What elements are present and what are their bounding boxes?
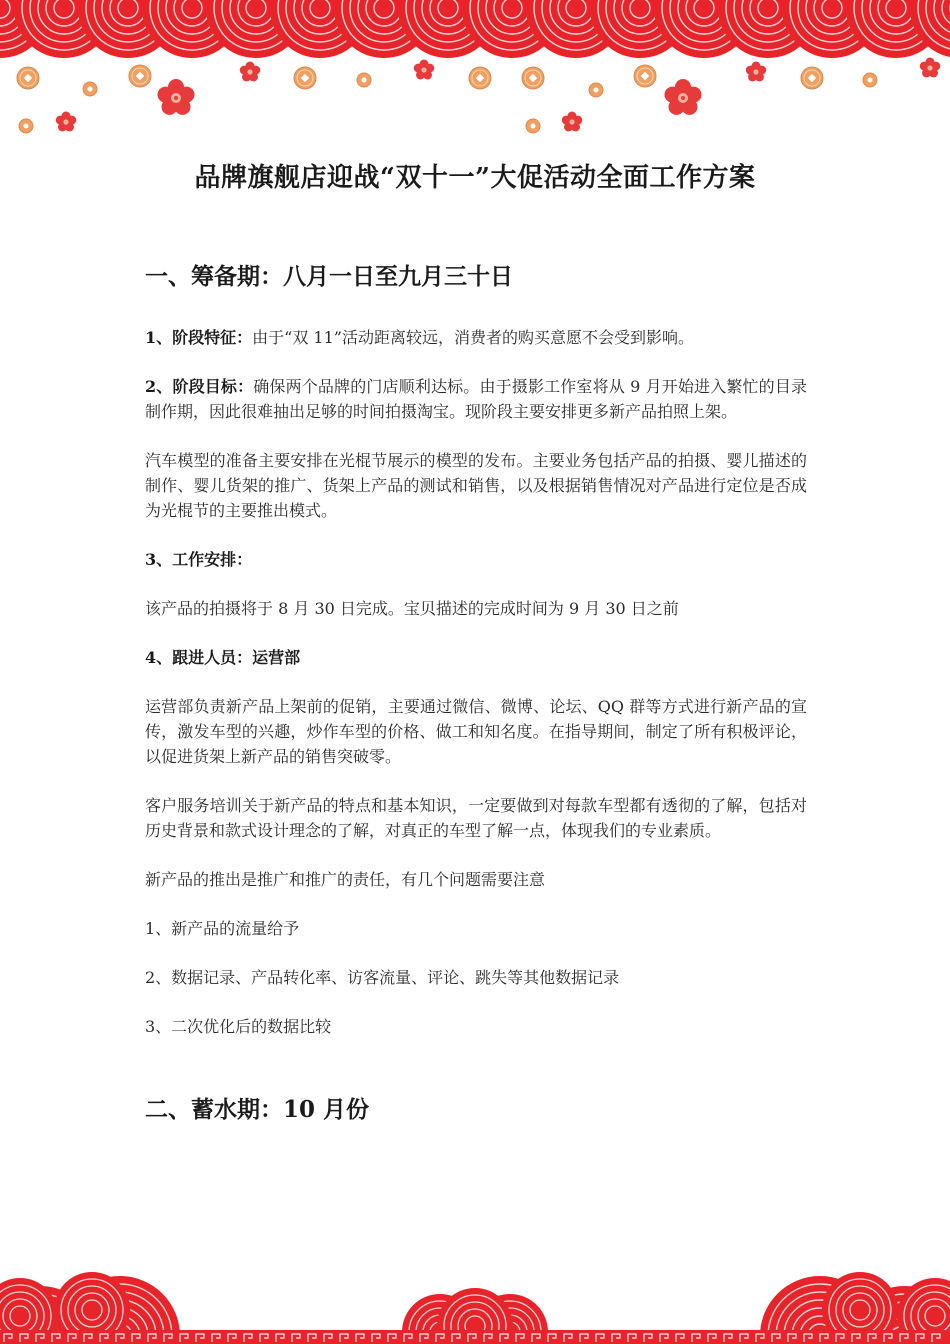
list-item: 3、二次优化后的数据比较 bbox=[145, 1017, 332, 1036]
stage-feature-text: 由于“双 11”活动距离较远，消费者的购买意愿不会受到影响。 bbox=[252, 328, 694, 347]
stage-goal-label: 2、阶段目标： bbox=[145, 377, 254, 396]
work-arrangement-heading: 3、工作安排： bbox=[145, 550, 253, 569]
section1-heading: 一、筹备期：八月一日至九月三十日 bbox=[145, 263, 513, 290]
list-item: 1、新产品的流量给予 bbox=[145, 919, 300, 938]
stage-feature-label: 1、阶段特征： bbox=[145, 328, 253, 347]
top-festive-border bbox=[0, 0, 950, 145]
section2-heading: 二、蓄水期：10 月份 bbox=[145, 1096, 370, 1123]
model-prep-paragraph: 汽车模型的准备主要安排在光棍节展示的模型的发布。主要业务包括产品的拍摄、婴儿描述的制作、婴儿货架的推广、货架上产品的测试和销售，以及根据销售情况对产品进行定位是否成为光棍节的主要推出模式。 bbox=[145, 451, 807, 520]
followup-heading: 4、跟进人员：运营部 bbox=[145, 648, 301, 667]
followup-label bbox=[145, 645, 807, 670]
operations-paragraph: 运营部负责新产品上架前的促销，主要通过微信、微博、论坛、QQ 群等方式进行新产品的宣传，激发车型的兴趣，炒作车型的价格、做工和知名度。在指导期间，制定了所有积极评论，以促进货架上新产品的销售突破零。 bbox=[145, 697, 807, 766]
stage-feature-paragraph bbox=[145, 325, 807, 350]
document-body bbox=[145, 258, 807, 1158]
work-arrangement-label bbox=[145, 547, 807, 572]
schedule-paragraph: 该产品的拍摄将于 8 月 30 日完成。宝贝描述的完成时间为 9 月 30 日之前 bbox=[145, 599, 679, 618]
document-title: 品牌旗舰店迎战“双十一”大促活动全面工作方案 bbox=[194, 163, 756, 193]
customer-service-paragraph: 客户服务培训关于新产品的特点和基本知识，一定要做到对每款车型都有透彻的了解，包括对历史背景和款式设计理念的了解，对真正的车型了解一点，体现我们的专业素质。 bbox=[145, 796, 807, 840]
stage-goal-text: 确保两个品牌的门店顺利达标。由于摄影工作室将从 9 月开始进入繁忙的目录制作期，因此很难抽出足够的时间拍摄淘宝。现阶段主要安排更多新产品拍照上架。 bbox=[145, 377, 807, 421]
stage-goal-paragraph bbox=[145, 374, 807, 424]
list-item: 2、数据记录、产品转化率、访客流量、评论、跳失等其他数据记录 bbox=[145, 968, 620, 987]
bottom-festive-border bbox=[0, 1254, 950, 1344]
notice-paragraph: 新产品的推出是推广和推广的责任，有几个问题需要注意 bbox=[145, 870, 546, 889]
